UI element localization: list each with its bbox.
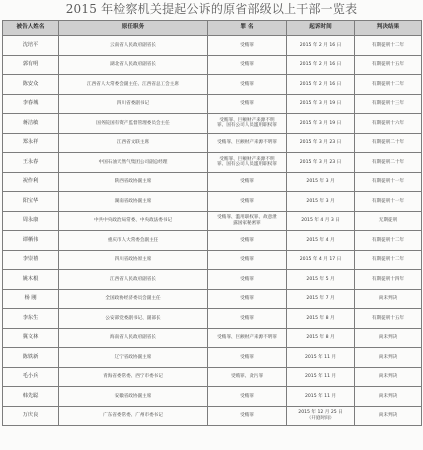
cell-charge bbox=[208, 309, 287, 329]
cell-text-line: 2015 年 4 月 3 日 bbox=[301, 218, 340, 224]
cell-verdict bbox=[355, 328, 422, 348]
cell-verdict bbox=[355, 309, 422, 329]
cell-text-line: 受贿罪 bbox=[240, 296, 254, 302]
cell-original-position bbox=[59, 406, 208, 426]
cell-text-line: 受贿罪、巨额财产来源不明罪 bbox=[217, 140, 277, 146]
cell-original-position bbox=[59, 192, 208, 212]
cell-verdict bbox=[355, 192, 422, 212]
cell-text-line: 有期徒刑十二年 bbox=[371, 81, 405, 87]
cell-charge bbox=[208, 36, 287, 56]
cell-text-line: 2015 年 3 月 23 日 bbox=[299, 140, 342, 146]
cell-charge bbox=[208, 75, 287, 95]
header-charge: 罪 名 bbox=[208, 21, 287, 36]
cell-text-line: 中国石油天然气集团公司副总经理 bbox=[98, 159, 168, 165]
table-row bbox=[3, 250, 422, 270]
cell-defendant-name: 万庆良 bbox=[3, 406, 59, 426]
cell-text-line: 2015 年 7 月 bbox=[306, 296, 335, 302]
cell-verdict bbox=[355, 367, 422, 387]
cell-verdict bbox=[355, 153, 422, 173]
table-row bbox=[3, 94, 422, 114]
table-row bbox=[3, 55, 422, 75]
cell-verdict bbox=[355, 75, 422, 95]
table-row bbox=[3, 172, 422, 192]
table-row bbox=[3, 387, 422, 407]
cell-prosecution-date bbox=[287, 75, 355, 95]
cell-defendant-name: 姚木根 bbox=[3, 270, 59, 290]
cell-text-line: 江西省人民政府副省长 bbox=[110, 276, 156, 282]
cell-verdict bbox=[355, 406, 422, 426]
cell-prosecution-date bbox=[287, 387, 355, 407]
cell-text-line: 2015 年 11 月 bbox=[304, 374, 337, 380]
cell-prosecution-date bbox=[287, 114, 355, 134]
header-prosecution-date: 起诉时间 bbox=[287, 21, 355, 36]
table-row bbox=[3, 231, 422, 251]
cell-prosecution-date bbox=[287, 289, 355, 309]
cell-text-line: 受贿罪、滥用职权罪、故意泄 bbox=[217, 215, 277, 221]
cell-text-line: 受贿罪 bbox=[240, 179, 254, 185]
cell-prosecution-date bbox=[287, 328, 355, 348]
cell-verdict bbox=[355, 55, 422, 75]
cell-text-line: 罪、国有公司人员滥用职权罪 bbox=[217, 162, 277, 168]
cell-text-line: 四川省委副书记 bbox=[116, 101, 150, 107]
cell-text-line: 2015 年 3 月 bbox=[306, 198, 335, 204]
cell-defendant-name: 杨 刚 bbox=[3, 289, 59, 309]
cell-text-line: 尚未判决 bbox=[378, 393, 398, 399]
cell-original-position bbox=[59, 153, 208, 173]
cell-text-line: 受贿罪 bbox=[240, 393, 254, 399]
cell-defendant-name: 沈培平 bbox=[3, 36, 59, 56]
table-row bbox=[3, 348, 422, 368]
cell-charge bbox=[208, 55, 287, 75]
cell-text-line: 2015 年 8 月 bbox=[306, 315, 335, 321]
cell-original-position bbox=[59, 367, 208, 387]
cell-original-position bbox=[59, 94, 208, 114]
cell-text-line: 安徽省政协副主席 bbox=[114, 393, 152, 399]
cell-text-line: 青海省委常委、西宁市委书记 bbox=[103, 374, 163, 380]
cell-charge bbox=[208, 328, 287, 348]
cell-defendant-name: 李崇禧 bbox=[3, 250, 59, 270]
cell-original-position bbox=[59, 172, 208, 192]
cell-charge bbox=[208, 94, 287, 114]
table-header-row bbox=[3, 21, 422, 36]
cell-verdict bbox=[355, 114, 422, 134]
cell-text-line: 尚未判决 bbox=[378, 413, 398, 419]
cell-defendant-name: 李春城 bbox=[3, 94, 59, 114]
cell-charge bbox=[208, 270, 287, 290]
cell-verdict bbox=[355, 289, 422, 309]
cell-defendant-name: 李东生 bbox=[3, 309, 59, 329]
officials-table bbox=[2, 20, 422, 426]
table-row bbox=[3, 153, 422, 173]
cell-prosecution-date bbox=[287, 36, 355, 56]
table-row bbox=[3, 192, 422, 212]
cell-text-line: 受贿罪 bbox=[240, 354, 254, 360]
cell-text-line: 2015 年 11 月 bbox=[304, 354, 337, 360]
cell-original-position bbox=[59, 387, 208, 407]
cell-defendant-name: 郭有明 bbox=[3, 55, 59, 75]
cell-prosecution-date bbox=[287, 367, 355, 387]
cell-verdict bbox=[355, 133, 422, 153]
cell-text-line: 广东省委常委、广州市委书记 bbox=[103, 413, 163, 419]
cell-text-line: 湖北省人民政府副省长 bbox=[110, 62, 156, 68]
cell-text-line: 有期徒刑十一年 bbox=[371, 198, 405, 204]
cell-defendant-name: 毛小兵 bbox=[3, 367, 59, 387]
cell-text-line: 有期徒刑十二年 bbox=[371, 237, 405, 243]
cell-charge bbox=[208, 172, 287, 192]
cell-prosecution-date bbox=[287, 153, 355, 173]
cell-text-line: 陕西省政协副主席 bbox=[114, 179, 152, 185]
cell-text-line: 受贿罪、贪污罪 bbox=[230, 374, 264, 380]
cell-verdict bbox=[355, 211, 422, 231]
cell-text-line: 辽宁省政协副主席 bbox=[114, 354, 152, 360]
cell-defendant-name: 谭栖伟 bbox=[3, 231, 59, 251]
cell-text-line: 有期徒刑十四年 bbox=[371, 276, 405, 282]
cell-defendant-name: 陈安众 bbox=[3, 75, 59, 95]
cell-text-line: 公安部党委副书记、副部长 bbox=[105, 315, 161, 321]
cell-text-line: 受贿罪 bbox=[240, 101, 254, 107]
cell-prosecution-date bbox=[287, 406, 355, 426]
table-row bbox=[3, 328, 422, 348]
cell-text-line: 2015 年 3 月 19 日 bbox=[299, 120, 342, 126]
table-body bbox=[3, 36, 422, 426]
cell-text-line: 受贿罪 bbox=[240, 81, 254, 87]
cell-text-line: 全国政协经济委员会副主任 bbox=[105, 296, 161, 302]
cell-prosecution-date bbox=[287, 309, 355, 329]
cell-text-line: 有期徒刑二十年 bbox=[371, 140, 405, 146]
cell-original-position bbox=[59, 75, 208, 95]
cell-defendant-name: 王永春 bbox=[3, 153, 59, 173]
cell-text-line: 有期徒刑十三年 bbox=[371, 101, 405, 107]
cell-text-line: 2015 年 2 月 16 日 bbox=[299, 42, 342, 48]
cell-text-line: （开庭时间） bbox=[306, 415, 335, 421]
page-title: 2015 年检察机关提起公诉的原省部级以上干部一览表 bbox=[65, 2, 358, 16]
cell-defendant-name: 陈铁新 bbox=[3, 348, 59, 368]
cell-defendant-name: 周永康 bbox=[3, 211, 59, 231]
cell-text-line: 2015 年 2 月 16 日 bbox=[299, 62, 342, 68]
cell-text-line: 受贿罪、巨额财产来源不明罪 bbox=[217, 335, 277, 341]
cell-text-line: 有期徒刑十五年 bbox=[371, 315, 405, 321]
cell-text-line: 尚未判决 bbox=[378, 335, 398, 341]
cell-charge bbox=[208, 192, 287, 212]
cell-text-line: 有期徒刑十一年 bbox=[371, 179, 405, 185]
table-row bbox=[3, 270, 422, 290]
cell-original-position bbox=[59, 55, 208, 75]
cell-prosecution-date bbox=[287, 192, 355, 212]
header-verdict: 判决结果 bbox=[355, 21, 422, 36]
table-row bbox=[3, 367, 422, 387]
cell-text-line: 受贿罪 bbox=[240, 198, 254, 204]
cell-prosecution-date bbox=[287, 250, 355, 270]
table-row bbox=[3, 406, 422, 426]
cell-charge bbox=[208, 231, 287, 251]
table-row bbox=[3, 309, 422, 329]
cell-original-position bbox=[59, 36, 208, 56]
cell-prosecution-date bbox=[287, 94, 355, 114]
cell-charge bbox=[208, 250, 287, 270]
cell-text-line: 海南省人民政府副省长 bbox=[110, 335, 156, 341]
cell-text-line: 2015 年 8 月 bbox=[306, 335, 335, 341]
cell-text-line: 尚未判决 bbox=[378, 354, 398, 360]
cell-original-position bbox=[59, 211, 208, 231]
cell-text-line: 2015 年 3 月 23 日 bbox=[299, 159, 342, 165]
cell-charge bbox=[208, 289, 287, 309]
table-row bbox=[3, 289, 422, 309]
cell-text-line: 尚未判决 bbox=[378, 296, 398, 302]
cell-prosecution-date bbox=[287, 270, 355, 290]
cell-charge bbox=[208, 348, 287, 368]
header-original-position: 原任职务 bbox=[59, 21, 208, 36]
cell-verdict bbox=[355, 270, 422, 290]
cell-original-position bbox=[59, 231, 208, 251]
cell-text-line: 2015 年 12 月 25 日 bbox=[298, 410, 343, 416]
cell-prosecution-date bbox=[287, 231, 355, 251]
cell-text-line: 受贿罪 bbox=[240, 257, 254, 263]
header-defendant-name: 被告人姓名 bbox=[3, 21, 59, 36]
table-row bbox=[3, 133, 422, 153]
cell-charge bbox=[208, 114, 287, 134]
cell-original-position bbox=[59, 309, 208, 329]
cell-text-line: 罪、国有公司人员滥用职权罪 bbox=[217, 123, 277, 129]
cell-text-line: 四川省政协原主席 bbox=[114, 257, 152, 263]
cell-text-line: 受贿罪 bbox=[240, 42, 254, 48]
cell-charge bbox=[208, 406, 287, 426]
cell-text-line: 江西省文联主席 bbox=[116, 140, 150, 146]
cell-charge bbox=[208, 211, 287, 231]
cell-text-line: 受贿罪 bbox=[240, 237, 254, 243]
cell-text-line: 受贿罪、巨额财产来源不明 bbox=[219, 156, 275, 162]
table-row bbox=[3, 75, 422, 95]
cell-text-line: 受贿罪 bbox=[240, 413, 254, 419]
cell-text-line: 2015 年 3 月 bbox=[306, 179, 335, 185]
table-row bbox=[3, 211, 422, 231]
cell-prosecution-date bbox=[287, 348, 355, 368]
cell-charge bbox=[208, 387, 287, 407]
cell-text-line: 受贿罪 bbox=[240, 62, 254, 68]
cell-verdict bbox=[355, 172, 422, 192]
cell-verdict bbox=[355, 387, 422, 407]
cell-original-position bbox=[59, 270, 208, 290]
cell-text-line: 受贿罪 bbox=[240, 315, 254, 321]
cell-text-line: 2015 年 11 月 bbox=[304, 393, 337, 399]
cell-original-position bbox=[59, 348, 208, 368]
cell-text-line: 受贿罪、巨额财产来源不明 bbox=[219, 117, 275, 123]
cell-text-line: 中共中央政治局常委、中央政法委书记 bbox=[93, 218, 173, 224]
cell-defendant-name: 冀文林 bbox=[3, 328, 59, 348]
cell-defendant-name: 郑永祥 bbox=[3, 133, 59, 153]
cell-text-line: 2015 年 4 月 bbox=[306, 237, 335, 243]
cell-text-line: 无期徒刑 bbox=[378, 218, 398, 224]
cell-defendant-name: 祝作利 bbox=[3, 172, 59, 192]
cell-original-position bbox=[59, 250, 208, 270]
table-row bbox=[3, 36, 422, 56]
cell-verdict bbox=[355, 94, 422, 114]
cell-text-line: 云南省人民政府副省长 bbox=[110, 42, 156, 48]
cell-prosecution-date bbox=[287, 55, 355, 75]
cell-defendant-name: 韩先聪 bbox=[3, 387, 59, 407]
cell-defendant-name: 阳宝华 bbox=[3, 192, 59, 212]
cell-text-line: 有期徒刑十二年 bbox=[371, 42, 405, 48]
cell-text-line: 2015 年 2 月 16 日 bbox=[299, 81, 342, 87]
cell-text-line: 江西省人大常委会副主任、江西省总工会主席 bbox=[87, 81, 179, 87]
cell-prosecution-date bbox=[287, 172, 355, 192]
table-row bbox=[3, 114, 422, 134]
cell-verdict bbox=[355, 348, 422, 368]
cell-original-position bbox=[59, 133, 208, 153]
cell-charge bbox=[208, 367, 287, 387]
cell-text-line: 湖南省政协副主席 bbox=[114, 198, 152, 204]
cell-text-line: 有期徒刑十六年 bbox=[371, 120, 405, 126]
cell-charge bbox=[208, 133, 287, 153]
cell-text-line: 国务院国有资产监督管理委员会主任 bbox=[96, 120, 170, 126]
cell-verdict bbox=[355, 250, 422, 270]
cell-text-line: 受贿罪 bbox=[240, 276, 254, 282]
cell-text-line: 尚未判决 bbox=[378, 374, 398, 380]
cell-prosecution-date bbox=[287, 133, 355, 153]
cell-prosecution-date bbox=[287, 211, 355, 231]
cell-original-position bbox=[59, 114, 208, 134]
cell-text-line: 有期徒刑十二年 bbox=[371, 257, 405, 263]
cell-charge bbox=[208, 153, 287, 173]
cell-verdict bbox=[355, 36, 422, 56]
cell-text-line: 2015 年 3 月 19 日 bbox=[299, 101, 342, 107]
cell-verdict bbox=[355, 231, 422, 251]
cell-defendant-name: 蒋洁敏 bbox=[3, 114, 59, 134]
cell-original-position bbox=[59, 289, 208, 309]
cell-original-position bbox=[59, 328, 208, 348]
cell-text-line: 重庆市人大常委会副主任 bbox=[107, 237, 159, 243]
cell-text-line: 2015 年 5 月 bbox=[306, 276, 335, 282]
cell-text-line: 有期徒刑二十年 bbox=[371, 159, 405, 165]
cell-text-line: 露国家秘密罪 bbox=[233, 220, 261, 226]
cell-text-line: 有期徒刑十五年 bbox=[371, 62, 405, 68]
cell-text-line: 2015 年 4 月 17 日 bbox=[299, 257, 342, 263]
